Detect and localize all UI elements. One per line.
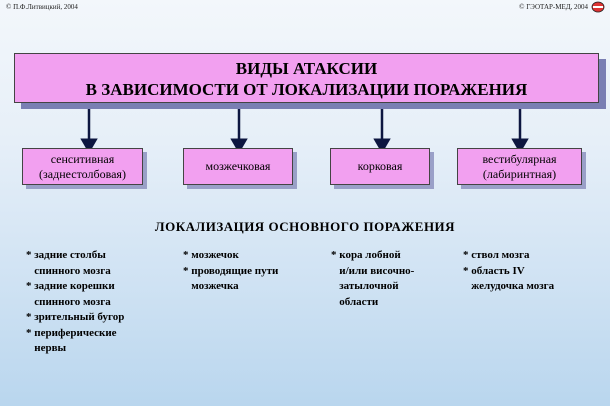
list-item: * область IV [463,264,525,277]
list-item: затылочной [331,280,399,292]
category-label: сенситивная [50,151,115,166]
copyright-right: © ГЭОТАР-МЕД, 2004 [519,3,588,11]
category-sublabel: (лабиринтная) [482,166,557,181]
localization-list-sensitive [26,248,124,357]
list-item: * задние корешки [26,280,115,292]
copyright-left: © П.Ф.Литвицкий, 2004 [6,3,78,11]
title-line-1: ВИДЫ АТАКСИИ [235,59,378,78]
list-item: * кора лобной [331,249,401,261]
list-item: * задние столбы [26,249,106,261]
list-item: спинного мозга [26,264,111,277]
category-label: мозжечковая [205,159,271,173]
title-line-2: В ЗАВИСИМОСТИ ОТ ЛОКАЛИЗАЦИИ ПОРАЖЕНИЯ [85,80,528,99]
category-label: корковая [357,159,403,173]
localization-list-cortical [331,248,414,310]
category-label: вестибулярная [482,151,557,166]
list-item: и/или височно- [331,264,415,277]
category-sensitive [22,148,143,185]
list-item: * зрительный бугор [26,311,125,323]
list-item: области [331,295,379,308]
list-item: * ствол мозга [463,249,530,261]
list-item: * периферические [26,326,117,339]
list-item: желудочка мозга [463,280,555,292]
list-item: * мозжечок [183,249,239,261]
list-item: нервы [26,342,67,354]
localization-list-vestibular [463,248,554,295]
category-cortical [330,148,430,185]
list-item: * проводящие пути [183,264,279,277]
category-sublabel: (заднестолбовая) [39,166,126,181]
category-cerebellar [183,148,293,185]
category-vestibular [457,148,582,185]
localization-list-cerebellar [183,248,278,295]
list-item: спинного мозга [26,295,111,308]
list-item: мозжечка [183,280,239,292]
section-title: ЛОКАЛИЗАЦИЯ ОСНОВНОГО ПОРАЖЕНИЯ [154,219,456,234]
